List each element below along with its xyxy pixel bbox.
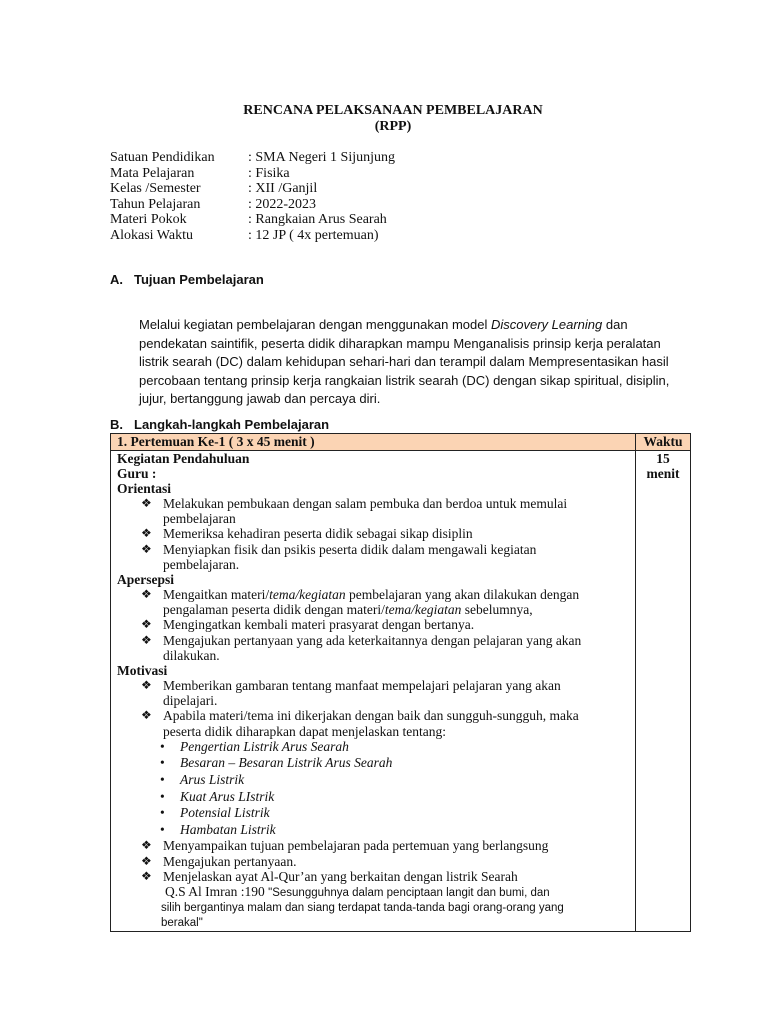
paragraph-line: jujur, bertanggung jawab dan percaya diri. — [139, 391, 381, 406]
activity-title: Kegiatan Pendahuluan — [117, 451, 250, 466]
list-item — [117, 633, 629, 663]
item-emphasis: tema/kegiatan — [269, 587, 346, 603]
meta-value: : 2022-2023 — [248, 196, 317, 212]
teacher-label: Guru : — [117, 466, 157, 481]
quote-reference: Q.S Al Imran :190 — [165, 884, 269, 900]
diamond-bullet-icon: ❖ — [141, 587, 152, 602]
item-emphasis: tema/kegiatan — [384, 602, 462, 618]
meta-row — [110, 197, 395, 213]
time-cell — [636, 451, 691, 932]
topic-text: Arus Listrik — [180, 772, 245, 788]
paragraph-line: percobaan tentang prinsip kerja rangkaian listrik searah (DC) dengan sikap spiritual, disiplin, — [139, 372, 670, 388]
list-item — [117, 678, 629, 708]
dot-bullet-icon: • — [160, 755, 165, 771]
list-item — [117, 617, 629, 632]
topic-text: Potensial Listrik — [180, 805, 270, 821]
topic-text: Kuat Arus LIstrik — [180, 788, 275, 804]
section-letter: B. — [110, 417, 123, 432]
table-header-row — [111, 434, 691, 451]
section-letter: A. — [110, 272, 123, 287]
orientation-heading: Orientasi — [117, 481, 171, 496]
item-text: sebelumnya, — [461, 602, 533, 618]
lesson-steps-table — [110, 433, 691, 932]
quote-text: berakal" — [161, 917, 203, 930]
diamond-bullet-icon: ❖ — [141, 853, 152, 868]
item-text: peserta didik diharapkan dapat menjelaskan tentang: — [163, 723, 447, 739]
item-text: Apabila materi/tema ini dikerjakan dengan baik dan sungguh-sungguh, maka — [163, 708, 579, 724]
diamond-bullet-icon: ❖ — [141, 617, 152, 632]
diamond-bullet-icon: ❖ — [141, 868, 152, 883]
list-item — [117, 854, 629, 869]
quote-text: silih bergantinya malam dan siang terdapat tanda-tanda bagi orang-orang yang — [161, 902, 564, 915]
list-item — [117, 542, 629, 572]
item-text: dilakukan. — [163, 647, 220, 663]
time-value: 15 — [656, 451, 670, 466]
meta-label: Tahun Pelajaran — [110, 196, 201, 212]
item-text: pengalaman peserta didik dengan materi/ — [163, 602, 385, 618]
paragraph-line: listrik searah (DC) dalam kehidupan sehari-hari dan terampil dalam Mempresentasikan hasil — [139, 354, 669, 369]
dot-bullet-icon: • — [160, 738, 165, 754]
document-title: RENCANA PELAKSANAAN PEMBELAJARAN — [243, 103, 543, 118]
meta-row — [110, 228, 395, 244]
objective-paragraph — [139, 316, 679, 409]
paragraph-text: Melalui kegiatan pembelajaran dengan menggunakan model — [139, 317, 491, 332]
section-title: Tujuan Pembelajaran — [134, 272, 264, 287]
model-name: Discovery Learning — [490, 317, 603, 332]
paragraph-line: pendekatan saintifik, peserta didik diharapkan mampu Menganalisis prinsip kerja peralatan — [139, 335, 661, 351]
list-item — [117, 869, 629, 884]
diamond-bullet-icon: ❖ — [141, 678, 152, 693]
item-text: Mengajukan pertanyaan. — [163, 853, 297, 869]
item-text: Menyampaikan tujuan pembelajaran pada pertemuan yang berlangsung — [163, 838, 549, 854]
item-text: Mengaitkan materi/ — [163, 587, 270, 603]
topic-item — [117, 822, 629, 839]
topic-text: Pengertian Listrik Arus Searah — [180, 738, 349, 754]
meta-row — [110, 212, 395, 228]
table-row — [111, 451, 691, 932]
meta-value: : XII /Ganjil — [248, 181, 318, 196]
diamond-bullet-icon: ❖ — [141, 632, 152, 647]
topic-item — [117, 789, 629, 806]
meta-value: : Fisika — [248, 165, 290, 181]
list-item — [117, 838, 629, 853]
topic-item — [117, 772, 629, 789]
quran-quote — [117, 884, 629, 931]
meta-value: : SMA Negeri 1 Sijunjung — [248, 150, 396, 165]
item-text: Mengajukan pertanyaan yang ada keterkaitannya dengan pelajaran yang akan — [163, 632, 582, 648]
diamond-bullet-icon: ❖ — [141, 541, 152, 556]
meta-label: Satuan Pendidikan — [110, 150, 215, 165]
section-a-heading — [110, 272, 264, 287]
item-text: pembelajaran. — [163, 556, 240, 572]
topic-item — [117, 739, 629, 756]
meta-label: Kelas /Semester — [110, 181, 201, 196]
diamond-bullet-icon: ❖ — [141, 708, 152, 723]
meta-value: : Rangkaian Arus Searah — [248, 212, 387, 227]
meta-label: Alokasi Waktu — [110, 227, 193, 243]
motivation-heading: Motivasi — [117, 663, 168, 679]
meta-row — [110, 166, 395, 182]
item-text: Memeriksa kehadiran peserta didik sebagai sikap disiplin — [163, 526, 473, 542]
meeting-header: 1. Pertemuan Ke-1 ( 3 x 45 menit ) — [111, 434, 636, 451]
meta-label: Materi Pokok — [110, 212, 187, 227]
item-text: Menyiapkan fisik dan psikis peserta didik dalam mengawali kegiatan — [163, 541, 537, 557]
time-header: Waktu — [636, 434, 691, 451]
topic-text: Hambatan Listrik — [180, 821, 276, 837]
section-title: Langkah-langkah Pembelajaran — [134, 417, 330, 432]
item-text: Memberikan gambaran tentang manfaat mempelajari pelajaran yang akan — [163, 678, 561, 694]
list-item — [117, 587, 629, 617]
section-b-heading — [110, 417, 329, 432]
document-subtitle: (RPP) — [374, 119, 412, 134]
list-item — [117, 708, 629, 738]
topic-item — [117, 755, 629, 772]
item-text: pembelajaran — [163, 511, 236, 527]
dot-bullet-icon: • — [160, 821, 165, 837]
topic-item — [117, 805, 629, 822]
item-text: dipelajari. — [163, 693, 218, 709]
item-text: Menjelaskan ayat Al-Qur’an yang berkaitan dengan listrik Searah — [163, 868, 518, 884]
dot-bullet-icon: • — [160, 788, 165, 804]
quote-text: "Sesungguhnya dalam penciptaan langit dan bumi, dan — [268, 887, 550, 900]
diamond-bullet-icon: ❖ — [141, 526, 152, 541]
dot-bullet-icon: • — [160, 805, 165, 821]
activity-cell — [111, 451, 636, 932]
paragraph-text: dan — [602, 317, 628, 332]
paragraph-line — [139, 316, 679, 335]
identity-block — [110, 150, 395, 243]
topic-text: Besaran – Besaran Listrik Arus Searah — [180, 755, 393, 771]
item-text: Melakukan pembukaan dengan salam pembuka dan berdoa untuk memulai — [163, 496, 568, 511]
diamond-bullet-icon: ❖ — [141, 838, 152, 853]
list-item — [117, 496, 629, 526]
list-item — [117, 526, 629, 541]
item-text: Mengingatkan kembali materi prasyarat dengan bertanya. — [163, 617, 475, 633]
meta-value: : 12 JP ( 4x pertemuan) — [248, 227, 379, 243]
apperception-heading: Apersepsi — [117, 572, 174, 588]
meta-row — [110, 181, 395, 197]
meta-row — [110, 150, 395, 166]
meta-label: Mata Pelajaran — [110, 165, 195, 181]
time-unit: menit — [646, 466, 680, 481]
dot-bullet-icon: • — [160, 772, 165, 788]
item-text: pembelajaran yang akan dilakukan dengan — [345, 587, 580, 603]
diamond-bullet-icon: ❖ — [141, 496, 152, 510]
